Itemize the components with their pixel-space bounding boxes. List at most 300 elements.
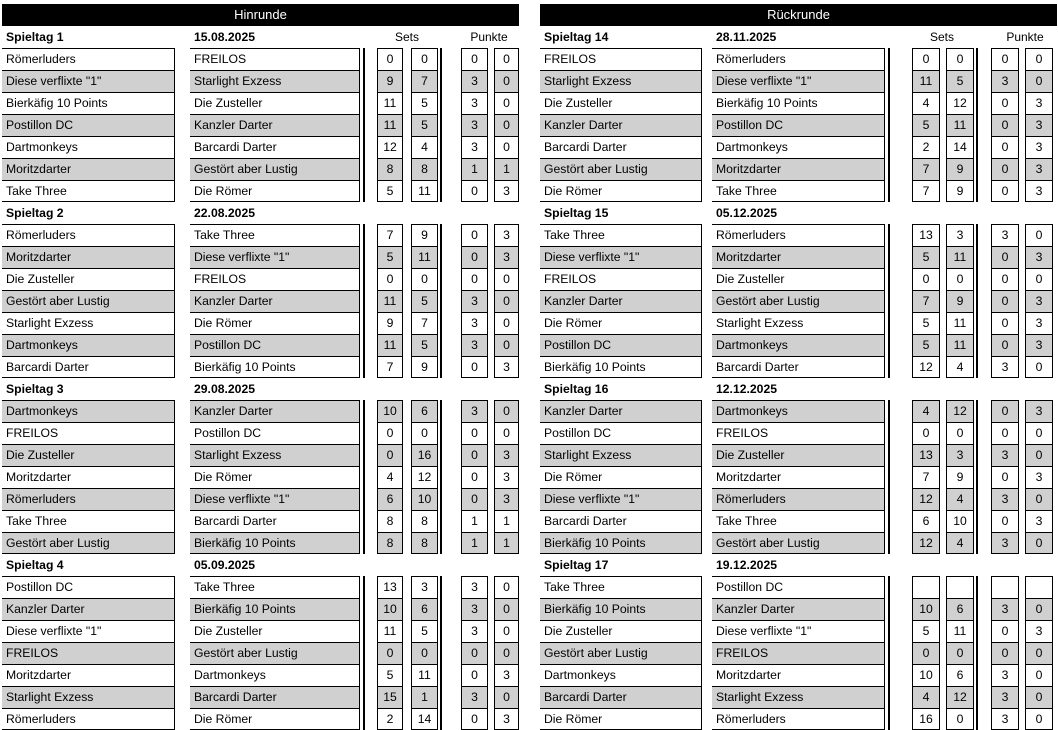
column-divider: [440, 356, 442, 378]
away-sets: 5: [411, 290, 438, 312]
away-points: 0: [494, 48, 519, 70]
match-row: [540, 598, 1057, 620]
column-divider: [976, 664, 978, 686]
home-sets: 13: [912, 444, 940, 466]
home-team: Die Zusteller: [2, 268, 175, 290]
away-points: 0: [494, 312, 519, 334]
rueckrunde-matchdays: [540, 26, 1057, 730]
column-divider: [976, 532, 978, 554]
matchday-label: Spieltag 16: [544, 382, 609, 396]
column-divider: [440, 422, 442, 444]
home-sets: 11: [377, 620, 403, 642]
home-team: Die Römer: [540, 466, 702, 488]
home-team: Take Three: [2, 510, 175, 532]
column-divider: [976, 598, 978, 620]
home-team: Dartmonkeys: [2, 400, 175, 422]
home-points: 3: [461, 136, 488, 158]
away-team: Kanzler Darter: [712, 598, 885, 620]
column-divider: [363, 268, 365, 290]
home-sets: 4: [377, 466, 403, 488]
matchday-header: [540, 202, 1057, 224]
away-points: 3: [1025, 510, 1053, 532]
away-points: 3: [1025, 400, 1053, 422]
column-divider: [440, 180, 442, 202]
away-sets: 4: [946, 488, 974, 510]
home-points: 3: [461, 620, 488, 642]
home-points: 0: [461, 180, 488, 202]
away-sets: 11: [411, 246, 438, 268]
home-team: Barcardi Darter: [540, 510, 702, 532]
home-points: 3: [461, 576, 488, 598]
column-divider: [888, 136, 890, 158]
column-divider: [363, 224, 365, 246]
points-label: Punkte: [470, 30, 508, 44]
away-points: 1: [494, 510, 519, 532]
column-divider: [888, 246, 890, 268]
away-sets: 3: [946, 444, 974, 466]
away-team: Starlight Exzess: [190, 70, 360, 92]
rueckrunde-header: Rückrunde: [540, 4, 1057, 26]
home-team: Starlight Exzess: [540, 444, 702, 466]
away-team: Kanzler Darter: [190, 290, 360, 312]
away-points: 1: [494, 158, 519, 180]
home-sets: 7: [912, 180, 940, 202]
home-sets: 10: [377, 400, 403, 422]
matchday-label: Spieltag 1: [6, 30, 64, 44]
away-points: 3: [1025, 246, 1053, 268]
home-points: 3: [461, 400, 488, 422]
column-divider: [440, 642, 442, 664]
match-row: [540, 290, 1057, 312]
away-sets: 4: [946, 356, 974, 378]
rueckrunde-panel: [540, 4, 1057, 730]
away-team: Dartmonkeys: [190, 664, 360, 686]
home-team: Diese verflixte "1": [2, 70, 175, 92]
home-sets: 11: [912, 70, 940, 92]
away-team: Diese verflixte "1": [712, 620, 885, 642]
home-sets: 9: [377, 70, 403, 92]
match-row: [540, 224, 1057, 246]
column-divider: [440, 246, 442, 268]
column-divider: [976, 708, 978, 730]
matchday-label: Spieltag 15: [544, 206, 609, 220]
sets-label: Sets: [394, 30, 419, 44]
away-points: 0: [494, 642, 519, 664]
column-divider: [440, 224, 442, 246]
away-team: Die Römer: [190, 312, 360, 334]
away-team: Postillon DC: [712, 114, 885, 136]
away-sets: 9: [411, 356, 438, 378]
column-divider: [363, 114, 365, 136]
away-team: Barcardi Darter: [712, 356, 885, 378]
home-points: 3: [991, 356, 1019, 378]
home-team: Römerluders: [2, 708, 175, 730]
home-points: 0: [991, 642, 1019, 664]
home-sets: 11: [377, 92, 403, 114]
column-divider: [888, 48, 890, 70]
away-sets: 6: [411, 400, 438, 422]
away-sets: 10: [946, 510, 974, 532]
column-divider: [976, 268, 978, 290]
match-row: [540, 620, 1057, 642]
away-sets: 6: [411, 598, 438, 620]
away-sets: 4: [946, 532, 974, 554]
column-divider: [440, 532, 442, 554]
away-sets: 0: [946, 642, 974, 664]
column-divider: [976, 48, 978, 70]
home-team: Die Zusteller: [540, 92, 702, 114]
match-row: [2, 488, 519, 510]
column-divider: [888, 224, 890, 246]
away-team: Starlight Exzess: [712, 312, 885, 334]
home-sets: 5: [377, 664, 403, 686]
away-sets: 0: [411, 422, 438, 444]
away-team: Postillon DC: [190, 334, 360, 356]
matchday-label: Spieltag 14: [544, 30, 609, 44]
home-sets: 5: [912, 334, 940, 356]
away-team: Barcardi Darter: [190, 686, 360, 708]
match-row: [540, 92, 1057, 114]
points-label: Punkte: [1006, 30, 1044, 44]
home-sets: 0: [377, 444, 403, 466]
matchday-date: 12.12.2025: [716, 382, 777, 396]
home-sets: 15: [377, 686, 403, 708]
home-team: Gestört aber Lustig: [2, 532, 175, 554]
column-divider: [363, 246, 365, 268]
home-team: Gestört aber Lustig: [2, 290, 175, 312]
column-divider: [363, 180, 365, 202]
home-points: 0: [991, 114, 1019, 136]
home-team: Moritzdarter: [2, 466, 175, 488]
home-points: 3: [461, 312, 488, 334]
away-points: 0: [494, 290, 519, 312]
match-row: [540, 510, 1057, 532]
match-row: [2, 48, 519, 70]
home-points: 0: [991, 290, 1019, 312]
home-team: Bierkäfig 10 Points: [540, 356, 702, 378]
home-sets: 5: [912, 312, 940, 334]
away-team: Die Zusteller: [190, 620, 360, 642]
home-points: 0: [461, 224, 488, 246]
column-divider: [363, 70, 365, 92]
column-divider: [976, 290, 978, 312]
column-divider: [440, 510, 442, 532]
away-team: Dartmonkeys: [712, 136, 885, 158]
column-divider: [976, 312, 978, 334]
match-row: [2, 92, 519, 114]
away-sets: 8: [411, 158, 438, 180]
column-divider: [888, 180, 890, 202]
home-points: 0: [461, 356, 488, 378]
home-team: Römerluders: [2, 224, 175, 246]
away-team: Römerluders: [712, 488, 885, 510]
away-team: Moritzdarter: [712, 158, 885, 180]
column-divider: [440, 620, 442, 642]
away-points: 0: [494, 92, 519, 114]
away-sets: 11: [411, 180, 438, 202]
hinrunde-header: Hinrunde: [2, 4, 519, 26]
matchday-label: Spieltag 4: [6, 558, 64, 572]
home-points: 0: [461, 488, 488, 510]
column-divider: [976, 620, 978, 642]
away-sets: 8: [411, 532, 438, 554]
home-team: FREILOS: [2, 422, 175, 444]
column-divider: [976, 510, 978, 532]
column-divider: [888, 532, 890, 554]
column-divider: [440, 444, 442, 466]
away-team: Kanzler Darter: [190, 114, 360, 136]
match-row: [2, 664, 519, 686]
home-sets: 10: [912, 664, 940, 686]
column-divider: [976, 334, 978, 356]
column-divider: [888, 422, 890, 444]
home-sets: 4: [912, 686, 940, 708]
column-divider: [440, 488, 442, 510]
column-divider: [976, 576, 978, 598]
column-divider: [440, 136, 442, 158]
home-team: FREILOS: [540, 48, 702, 70]
home-team: Barcardi Darter: [540, 686, 702, 708]
away-points: 3: [494, 444, 519, 466]
home-sets: 5: [912, 620, 940, 642]
match-row: [540, 642, 1057, 664]
away-sets: 10: [411, 488, 438, 510]
matchday-label: Spieltag 3: [6, 382, 64, 396]
home-points: 3: [461, 290, 488, 312]
matchday-label: Spieltag 2: [6, 206, 64, 220]
home-points: 0: [991, 246, 1019, 268]
column-divider: [888, 334, 890, 356]
column-divider: [363, 422, 365, 444]
column-divider: [888, 290, 890, 312]
away-team: Die Zusteller: [190, 92, 360, 114]
away-team: Diese verflixte "1": [190, 246, 360, 268]
match-row: [540, 466, 1057, 488]
column-divider: [363, 620, 365, 642]
away-team: Take Three: [190, 224, 360, 246]
match-row: [540, 488, 1057, 510]
column-divider: [888, 114, 890, 136]
column-divider: [976, 444, 978, 466]
away-points: 3: [1025, 334, 1053, 356]
match-row: [2, 620, 519, 642]
away-points: 0: [494, 576, 519, 598]
away-team: Gestört aber Lustig: [712, 290, 885, 312]
home-sets: 13: [912, 224, 940, 246]
column-divider: [976, 246, 978, 268]
home-sets: 7: [377, 356, 403, 378]
column-divider: [363, 400, 365, 422]
home-points: 0: [461, 444, 488, 466]
home-sets: 0: [377, 422, 403, 444]
home-sets: 8: [377, 158, 403, 180]
home-points: 1: [461, 532, 488, 554]
column-divider: [888, 620, 890, 642]
home-team: Take Three: [2, 180, 175, 202]
column-divider: [440, 334, 442, 356]
home-team: Barcardi Darter: [2, 356, 175, 378]
column-divider: [976, 70, 978, 92]
match-row: [2, 356, 519, 378]
match-row: [540, 114, 1057, 136]
column-divider: [976, 224, 978, 246]
column-divider: [363, 158, 365, 180]
home-sets: 7: [912, 466, 940, 488]
home-points: 3: [461, 686, 488, 708]
match-row: [2, 400, 519, 422]
away-team: Dartmonkeys: [712, 400, 885, 422]
home-sets: [912, 576, 940, 598]
away-team: Take Three: [190, 576, 360, 598]
home-points: 3: [991, 598, 1019, 620]
home-team: Römerluders: [2, 48, 175, 70]
away-sets: 3: [946, 224, 974, 246]
away-team: Take Three: [712, 180, 885, 202]
home-sets: 0: [377, 268, 403, 290]
away-sets: 0: [946, 708, 974, 730]
away-points: 3: [1025, 114, 1053, 136]
away-sets: 8: [411, 510, 438, 532]
match-row: [2, 708, 519, 730]
away-sets: 9: [946, 180, 974, 202]
column-divider: [440, 708, 442, 730]
home-team: Diese verflixte "1": [540, 246, 702, 268]
home-team: Die Römer: [540, 708, 702, 730]
away-team: Moritzdarter: [712, 664, 885, 686]
home-points: 0: [991, 312, 1019, 334]
home-team: Die Zusteller: [2, 444, 175, 466]
home-points: 0: [461, 708, 488, 730]
away-points: [1025, 576, 1053, 598]
column-divider: [363, 334, 365, 356]
home-points: 3: [461, 70, 488, 92]
away-sets: 5: [411, 620, 438, 642]
match-row: [2, 466, 519, 488]
away-points: 3: [494, 708, 519, 730]
away-points: 0: [1025, 356, 1053, 378]
column-divider: [363, 576, 365, 598]
away-sets: 5: [946, 70, 974, 92]
away-team: Starlight Exzess: [712, 686, 885, 708]
match-row: [540, 576, 1057, 598]
home-points: 3: [991, 532, 1019, 554]
away-team: Postillon DC: [712, 576, 885, 598]
column-divider: [363, 356, 365, 378]
column-divider: [976, 92, 978, 114]
away-team: Bierkäfig 10 Points: [190, 532, 360, 554]
home-sets: 0: [912, 422, 940, 444]
away-sets: 5: [411, 92, 438, 114]
column-divider: [440, 48, 442, 70]
away-points: 0: [1025, 686, 1053, 708]
matchday-header: [2, 26, 519, 48]
home-team: Starlight Exzess: [2, 312, 175, 334]
away-points: 0: [494, 422, 519, 444]
column-divider: [888, 510, 890, 532]
away-points: 0: [494, 70, 519, 92]
matchday-label: Spieltag 17: [544, 558, 609, 572]
away-points: 0: [494, 686, 519, 708]
column-divider: [440, 598, 442, 620]
home-sets: 11: [377, 334, 403, 356]
away-sets: 7: [411, 70, 438, 92]
home-points: 0: [461, 246, 488, 268]
home-points: 1: [461, 158, 488, 180]
column-divider: [440, 114, 442, 136]
home-points: 0: [461, 664, 488, 686]
column-divider: [976, 158, 978, 180]
away-sets: 11: [946, 312, 974, 334]
home-sets: 16: [912, 708, 940, 730]
home-sets: 12: [912, 532, 940, 554]
home-sets: 8: [377, 510, 403, 532]
column-divider: [888, 70, 890, 92]
match-row: [2, 532, 519, 554]
home-team: Die Römer: [540, 312, 702, 334]
home-team: Moritzdarter: [2, 664, 175, 686]
home-points: 0: [991, 158, 1019, 180]
home-sets: 5: [377, 246, 403, 268]
column-divider: [363, 664, 365, 686]
match-row: [2, 510, 519, 532]
home-points: 0: [991, 334, 1019, 356]
away-points: 0: [1025, 664, 1053, 686]
column-divider: [363, 642, 365, 664]
away-points: 0: [1025, 598, 1053, 620]
column-divider: [440, 158, 442, 180]
away-points: 0: [494, 598, 519, 620]
column-divider: [363, 686, 365, 708]
match-row: [540, 422, 1057, 444]
matchday-header: [540, 26, 1057, 48]
column-divider: [888, 598, 890, 620]
away-points: 3: [494, 488, 519, 510]
home-sets: 4: [912, 92, 940, 114]
column-divider: [976, 422, 978, 444]
home-sets: 11: [377, 290, 403, 312]
home-sets: 13: [377, 576, 403, 598]
column-divider: [976, 114, 978, 136]
away-sets: [946, 576, 974, 598]
away-points: 3: [1025, 290, 1053, 312]
away-sets: 9: [411, 224, 438, 246]
away-points: 3: [494, 664, 519, 686]
match-row: [540, 158, 1057, 180]
away-sets: 0: [411, 48, 438, 70]
home-team: Dartmonkeys: [2, 136, 175, 158]
home-team: Starlight Exzess: [540, 70, 702, 92]
match-row: [540, 532, 1057, 554]
away-sets: 0: [946, 422, 974, 444]
home-sets: 10: [912, 598, 940, 620]
away-points: 0: [494, 268, 519, 290]
away-team: Take Three: [712, 510, 885, 532]
column-divider: [363, 290, 365, 312]
away-points: 3: [1025, 158, 1053, 180]
column-divider: [363, 92, 365, 114]
home-points: 0: [991, 180, 1019, 202]
away-points: 0: [1025, 642, 1053, 664]
match-row: [540, 180, 1057, 202]
home-sets: 11: [377, 114, 403, 136]
column-divider: [888, 708, 890, 730]
match-row: [2, 290, 519, 312]
match-row: [2, 136, 519, 158]
away-points: 0: [494, 334, 519, 356]
home-team: Die Römer: [540, 180, 702, 202]
column-divider: [363, 488, 365, 510]
home-team: FREILOS: [540, 268, 702, 290]
